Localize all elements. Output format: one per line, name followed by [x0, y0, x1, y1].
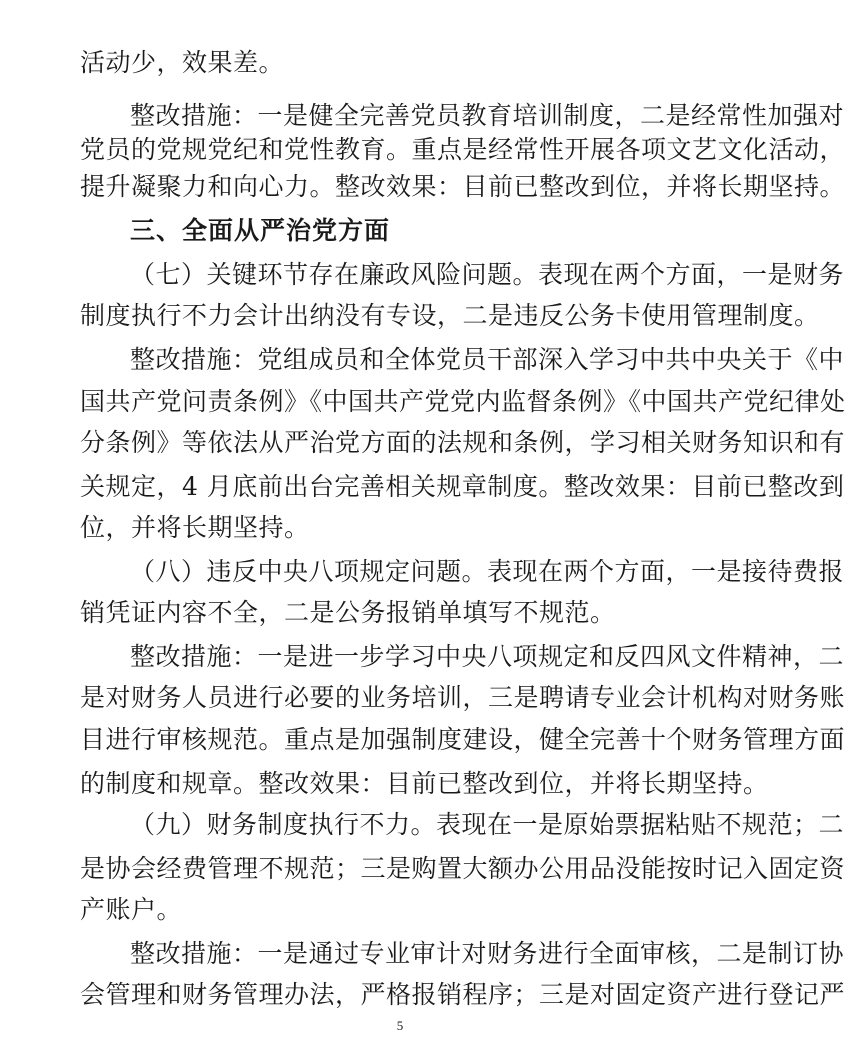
paragraph-start-line: 整改措施：党组成员和全体党员干部深入学习中共中央关于《中	[130, 345, 845, 374]
text-line: 活动少，效果差。	[80, 48, 285, 77]
paragraph-start-line: （八）违反中央八项规定问题。表现在两个方面，一是接待费报	[130, 557, 845, 586]
paragraph-start-line: （七）关键环节存在廉政风险问题。表现在两个方面，一是财务	[130, 260, 845, 289]
text-line: 产账户。	[80, 895, 183, 924]
text-line: 会管理和财务管理办法，严格报销程序；三是对固定资产进行登记严	[80, 980, 846, 1009]
paragraph-start-line: 整改措施：一是通过专业审计对财务进行全面审核，二是制订协	[130, 939, 845, 968]
text-line: 提升凝聚力和向心力。整改效果：目前已整改到位，并将长期坚持。	[80, 172, 846, 201]
text-line: 分条例》等依法从严治党方面的法规和条例，学习相关财务知识和有	[80, 428, 846, 457]
text-line: 位，并将长期坚持。	[80, 513, 310, 542]
text-line: 是对财务人员进行必要的业务培训，三是聘请专业会计机构对财务账	[80, 683, 846, 712]
text-line: 销凭证内容不全，二是公务报销单填写不规范。	[80, 598, 616, 627]
text-line: 关规定，4 月底前出台完善相关规章制度。整改效果：目前已整改到	[80, 472, 845, 501]
page-number: 5	[396, 1018, 404, 1033]
text-line: 制度执行不力会计出纳没有专设，二是违反公务卡使用管理制度。	[80, 301, 820, 330]
text-line: 党员的党规党纪和党性教育。重点是经常性开展各项文艺文化活动，	[80, 135, 846, 164]
text-line: 是协会经费管理不规范；三是购置大额办公用品没能按时记入固定资	[80, 854, 846, 883]
paragraph-start-line: 整改措施：一是进一步学习中央八项规定和反四风文件精神，二	[130, 642, 845, 671]
text-line: 的制度和规章。整改效果：目前已整改到位，并将长期坚持。	[80, 769, 769, 798]
paragraph-start-line: （九）财务制度执行不力。表现在一是原始票据粘贴不规范；二	[130, 810, 845, 839]
text-line: 国共产党问责条例》《中国共产党党内监督条例》《中国共产党纪律处	[80, 387, 846, 416]
paragraph-start-line: 整改措施：一是健全完善党员教育培训制度，二是经常性加强对	[130, 101, 845, 130]
section-heading: 三、全面从严治党方面	[130, 216, 391, 245]
text-line: 目进行审核规范。重点是加强制度建设，健全完善十个财务管理方面	[80, 725, 846, 754]
